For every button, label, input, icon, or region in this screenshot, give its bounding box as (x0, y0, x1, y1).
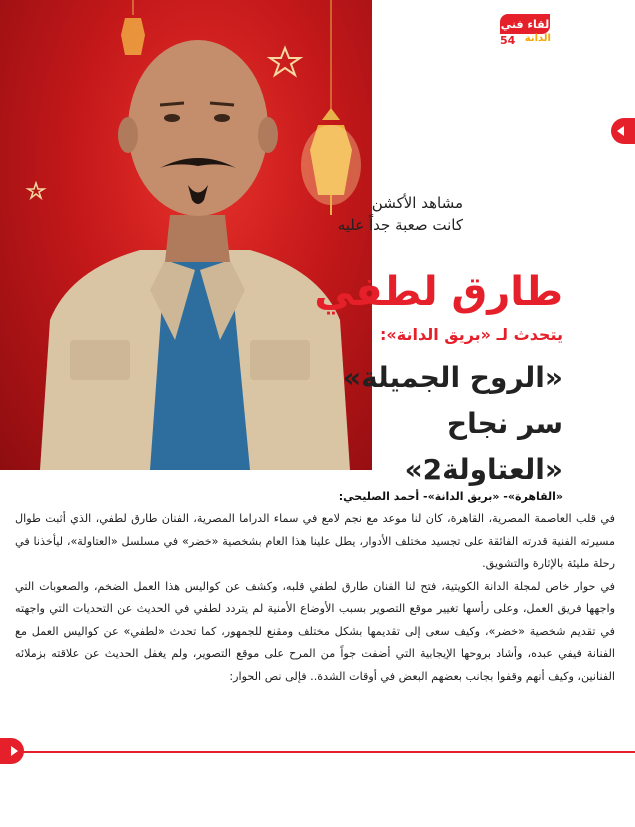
article-body (15, 508, 615, 688)
pull-quote-line: كانت صعبة جداً عليه (337, 216, 463, 234)
paragraph: في قلب العاصمة المصرية، القاهرة، كان لنا موعد مع نجم لامع في سماء الدراما المصرية، الفنان طارق لطفي، الذي أثبت طوال مسيرته الفنية قدرته الفائقة على تجسيد مختلف الأدوار، يطل علينا هذا العام بشخصية «خضر» في مسلسل «العتاولة»، ليأخذنا في رحلة مليئة بالإثارة والتشويق. (15, 512, 615, 570)
star-icon (270, 48, 300, 75)
page-number: 54 (500, 34, 516, 47)
byline: «القاهرة»- «بريق الدانة»- أحمد الصليحي: (338, 490, 563, 503)
headline-line: سر نجاح (446, 407, 563, 440)
headline-line: «العتاولة2» (404, 453, 563, 486)
article-headline (313, 355, 563, 493)
arrow-right-icon (11, 746, 18, 756)
star-icon (28, 183, 44, 198)
article-title: طارق لطفي (314, 269, 563, 315)
section-label: لقاء فني (500, 14, 550, 34)
arrow-left-icon (617, 126, 624, 136)
paragraph: في حوار خاص لمجلة الدانة الكويتية، فتح لنا الفنان طارق لطفي قلبه، وكشف عن كواليس هذا العمل الضخم، والصعوبات التي واجهها فريق العمل، وعلى رأسها تغيير موقع التصوير بسبب الأوضاع الأمنية لم يتردد لطفي في الحديث عن التحديات التي واجهته في تقديم شخصية «خضر»، وكيف سعى إلى تقديمها بشكل مختلف ومقنع للجمهور، كما تحدث «لطفي» عن كواليس العمل مع الفنانة فيفي عبده، وأشاد بروحها الإيجابية التي أضفت جواً من المرح على موقع التصوير، ولم يغفل الحديث عن علاقته بزملائه الفنانين، وكيف أنهم وقفوا بجانب بعضهم البعض في أوقات الشدة.. فإلى نص الحوار: (15, 579, 615, 683)
article-subhead: يتحدث لـ «بريق الدانة»: (380, 325, 563, 344)
magazine-logo: الدانة (524, 33, 551, 44)
lantern-icon (301, 0, 361, 215)
pull-quote (263, 192, 463, 236)
divider (20, 751, 635, 753)
pull-quote-line: مشاهد الأكشن (371, 194, 463, 212)
lantern-icon (121, 0, 145, 55)
headline-line: «الروح الجميلة» (343, 361, 563, 394)
page-edge-marker (611, 118, 635, 144)
